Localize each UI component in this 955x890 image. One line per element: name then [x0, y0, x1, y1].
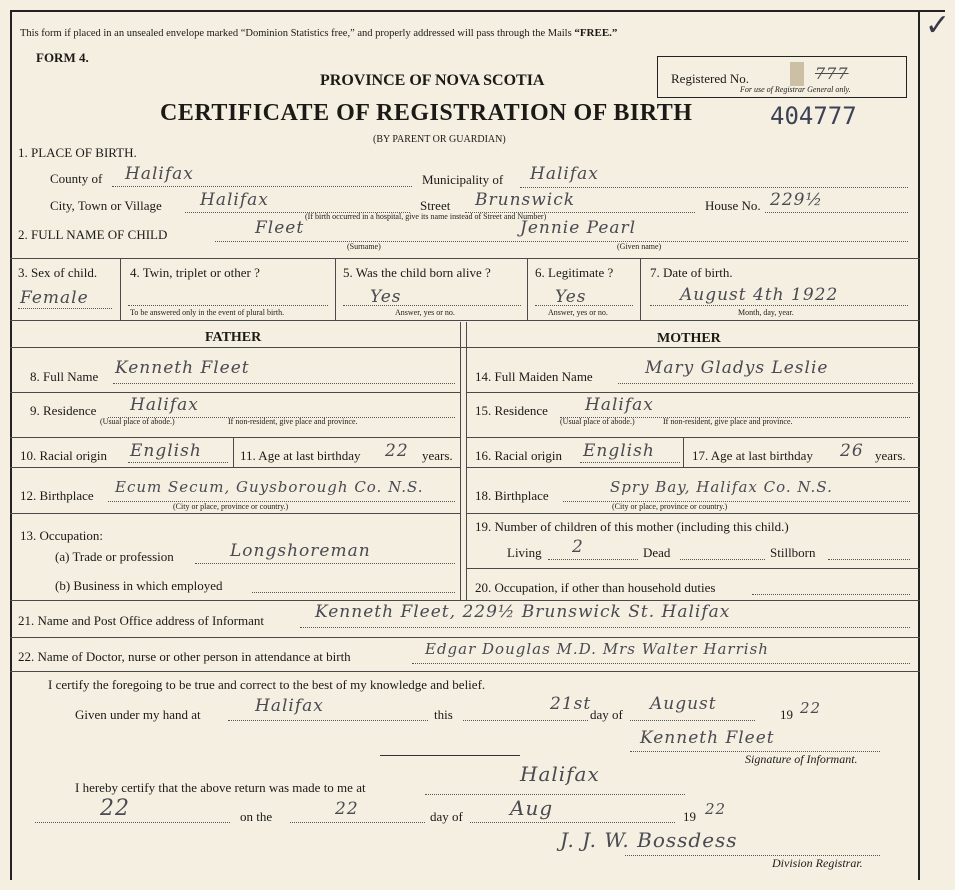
- father-age: 22: [385, 441, 409, 461]
- mother-name: Mary Gladys Leslie: [645, 358, 829, 378]
- child-surname: Fleet: [255, 218, 305, 238]
- registrar-statement: I hereby certify that the above return was made to me at: [75, 780, 366, 795]
- father-heading: FATHER: [205, 330, 262, 345]
- check-mark-icon: ✓: [925, 9, 951, 42]
- on-the-label: on the: [240, 809, 273, 824]
- registrar-year: 22: [705, 800, 727, 818]
- stillborn-label: Stillborn: [770, 545, 816, 560]
- child-given-name: Jennie Pearl: [520, 218, 637, 238]
- registrar-month: Aug: [510, 796, 554, 820]
- twin-label: 4. Twin, triplet or other ?: [130, 265, 260, 280]
- born-alive-note: Answer, yes or no.: [395, 308, 455, 317]
- father-residence-note2: If non-resident, give place and province.: [228, 417, 358, 426]
- left-border: [10, 10, 12, 880]
- right-border: [918, 10, 920, 880]
- registrar-use-note: For use of Registrar General only.: [740, 85, 851, 94]
- dead-label: Dead: [643, 545, 671, 560]
- informant-label: 21. Name and Post Office address of Informant: [18, 613, 264, 628]
- place-of-birth-heading: 1. PLACE OF BIRTH.: [18, 145, 137, 160]
- city-value: Halifax: [200, 190, 269, 210]
- informant-signature: Kenneth Fleet: [640, 728, 775, 748]
- born-alive-value: Yes: [370, 287, 402, 307]
- mother-residence: Halifax: [585, 395, 654, 415]
- legitimate-value: Yes: [555, 287, 587, 307]
- municipality-label: Municipality of: [422, 172, 504, 187]
- free-label: “FREE.”: [574, 27, 618, 39]
- father-name-label: 8. Full Name: [30, 369, 99, 384]
- registrar-abbrev: 22: [100, 796, 130, 821]
- mother-residence-note: (Usual place of abode.): [560, 417, 635, 426]
- father-name: Kenneth Fleet: [115, 358, 250, 378]
- registered-label: Registered No.: [671, 71, 749, 86]
- county-value: Halifax: [125, 164, 194, 184]
- dob-label: 7. Date of birth.: [650, 265, 733, 280]
- doctor-value: Edgar Douglas M.D. Mrs Walter Harrish: [425, 640, 769, 658]
- father-birthplace-label: 12. Birthplace: [20, 488, 94, 503]
- doctor-label: 22. Name of Doctor, nurse or other person in attendance at birth: [18, 649, 351, 664]
- father-residence: Halifax: [130, 395, 199, 415]
- mother-age: 26: [840, 441, 864, 461]
- twin-note: To be answered only in the event of plural birth.: [130, 308, 285, 317]
- father-racial: English: [130, 441, 202, 461]
- given-name-caption: (Given name): [617, 242, 662, 251]
- mail-notice: This form if placed in an unsealed envelope marked “Dominion Statistics free,” and properly addressed will pass through the Mails: [20, 28, 572, 39]
- trade-label: (a) Trade or profession: [55, 549, 174, 564]
- mother-heading: MOTHER: [657, 331, 721, 346]
- certify-statement: I certify the foregoing to be true and correct to the best of my knowledge and belief.: [48, 677, 486, 692]
- registrar-signature-caption: Division Registrar.: [772, 856, 863, 870]
- day-of-label-2: day of: [430, 809, 463, 824]
- county-label: County of: [50, 171, 103, 186]
- house-value: 229½: [770, 190, 823, 210]
- father-age-years: years.: [422, 448, 453, 463]
- certificate-title: CERTIFICATE OF REGISTRATION OF BIRTH: [160, 100, 693, 126]
- hospital-note: (If birth occurred in a hospital, give its name instead of Street and Number): [305, 212, 547, 221]
- living-label: Living: [507, 545, 542, 560]
- legitimate-label: 6. Legitimate ?: [535, 265, 614, 280]
- informant-value: Kenneth Fleet, 229½ Brunswick St. Halifax: [315, 602, 731, 622]
- given-month: August: [650, 694, 717, 714]
- business-label: (b) Business in which employed: [55, 578, 223, 593]
- registrar-day: 22: [335, 799, 359, 819]
- given-place: Halifax: [255, 696, 324, 716]
- mother-occupation-label: 20. Occupation, if other than household duties: [475, 580, 716, 595]
- province-heading: PROVINCE OF NOVA SCOTIA: [320, 72, 545, 89]
- father-birthplace: Ecum Secum, Guysborough Co. N.S.: [115, 478, 424, 496]
- municipality-value: Halifax: [530, 164, 599, 184]
- mother-birthplace: Spry Bay, Halifax Co. N.S.: [610, 478, 833, 496]
- street-value: Brunswick: [475, 190, 576, 210]
- day-of-label: day of: [590, 707, 623, 722]
- father-occupation-label: 13. Occupation:: [20, 528, 104, 543]
- certificate-number: 404777: [770, 102, 857, 130]
- father-racial-label: 10. Racial origin: [20, 448, 108, 463]
- mother-birthplace-note: (City or place, province or country.): [612, 502, 728, 511]
- dob-value: August 4th 1922: [680, 285, 839, 305]
- mother-name-label: 14. Full Maiden Name: [475, 369, 593, 384]
- father-trade: Longshoreman: [230, 541, 371, 561]
- top-border: [10, 10, 945, 12]
- house-label: House No.: [705, 198, 761, 213]
- given-year-prefix: 19: [780, 707, 793, 722]
- surname-caption: (Surname): [347, 242, 381, 251]
- dob-note: Month, day, year.: [738, 308, 794, 317]
- form-number: FORM 4.: [36, 50, 89, 65]
- mother-age-years: years.: [875, 448, 906, 463]
- legitimate-note: Answer, yes or no.: [548, 308, 608, 317]
- street-label: Street: [420, 198, 451, 213]
- this-label: this: [434, 707, 453, 722]
- born-alive-label: 5. Was the child born alive ?: [343, 265, 491, 280]
- father-residence-label: 9. Residence: [30, 403, 97, 418]
- informant-signature-caption: Signature of Informant.: [745, 752, 858, 766]
- certificate-subtitle: (BY PARENT OR GUARDIAN): [373, 134, 506, 145]
- sex-label: 3. Sex of child.: [18, 265, 98, 280]
- stamp-mark: [790, 62, 804, 86]
- given-under-label: Given under my hand at: [75, 707, 201, 722]
- given-day: 21st: [550, 694, 592, 714]
- mother-birthplace-label: 18. Birthplace: [475, 488, 549, 503]
- mother-racial: English: [583, 441, 655, 461]
- registrar-signature: J. J. W. Bossdess: [560, 828, 738, 852]
- child-name-label: 2. FULL NAME OF CHILD: [18, 227, 168, 242]
- registrar-year-prefix: 19: [683, 809, 696, 824]
- city-label: City, Town or Village: [50, 198, 162, 213]
- father-residence-note: (Usual place of abode.): [100, 417, 175, 426]
- mother-age-label: 17. Age at last birthday: [692, 448, 813, 463]
- registered-number: 777: [815, 64, 849, 83]
- father-age-label: 11. Age at last birthday: [240, 448, 361, 463]
- sex-value: Female: [20, 288, 89, 308]
- given-year: 22: [800, 699, 822, 717]
- children-label: 19. Number of children of this mother (including this child.): [475, 519, 789, 534]
- registrar-place: Halifax: [520, 762, 600, 786]
- father-birthplace-note: (City or place, province or country.): [173, 502, 289, 511]
- mother-residence-label: 15. Residence: [475, 403, 548, 418]
- mother-residence-note2: If non-resident, give place and province.: [663, 417, 793, 426]
- mother-racial-label: 16. Racial origin: [475, 448, 563, 463]
- living-value: 2: [572, 537, 584, 557]
